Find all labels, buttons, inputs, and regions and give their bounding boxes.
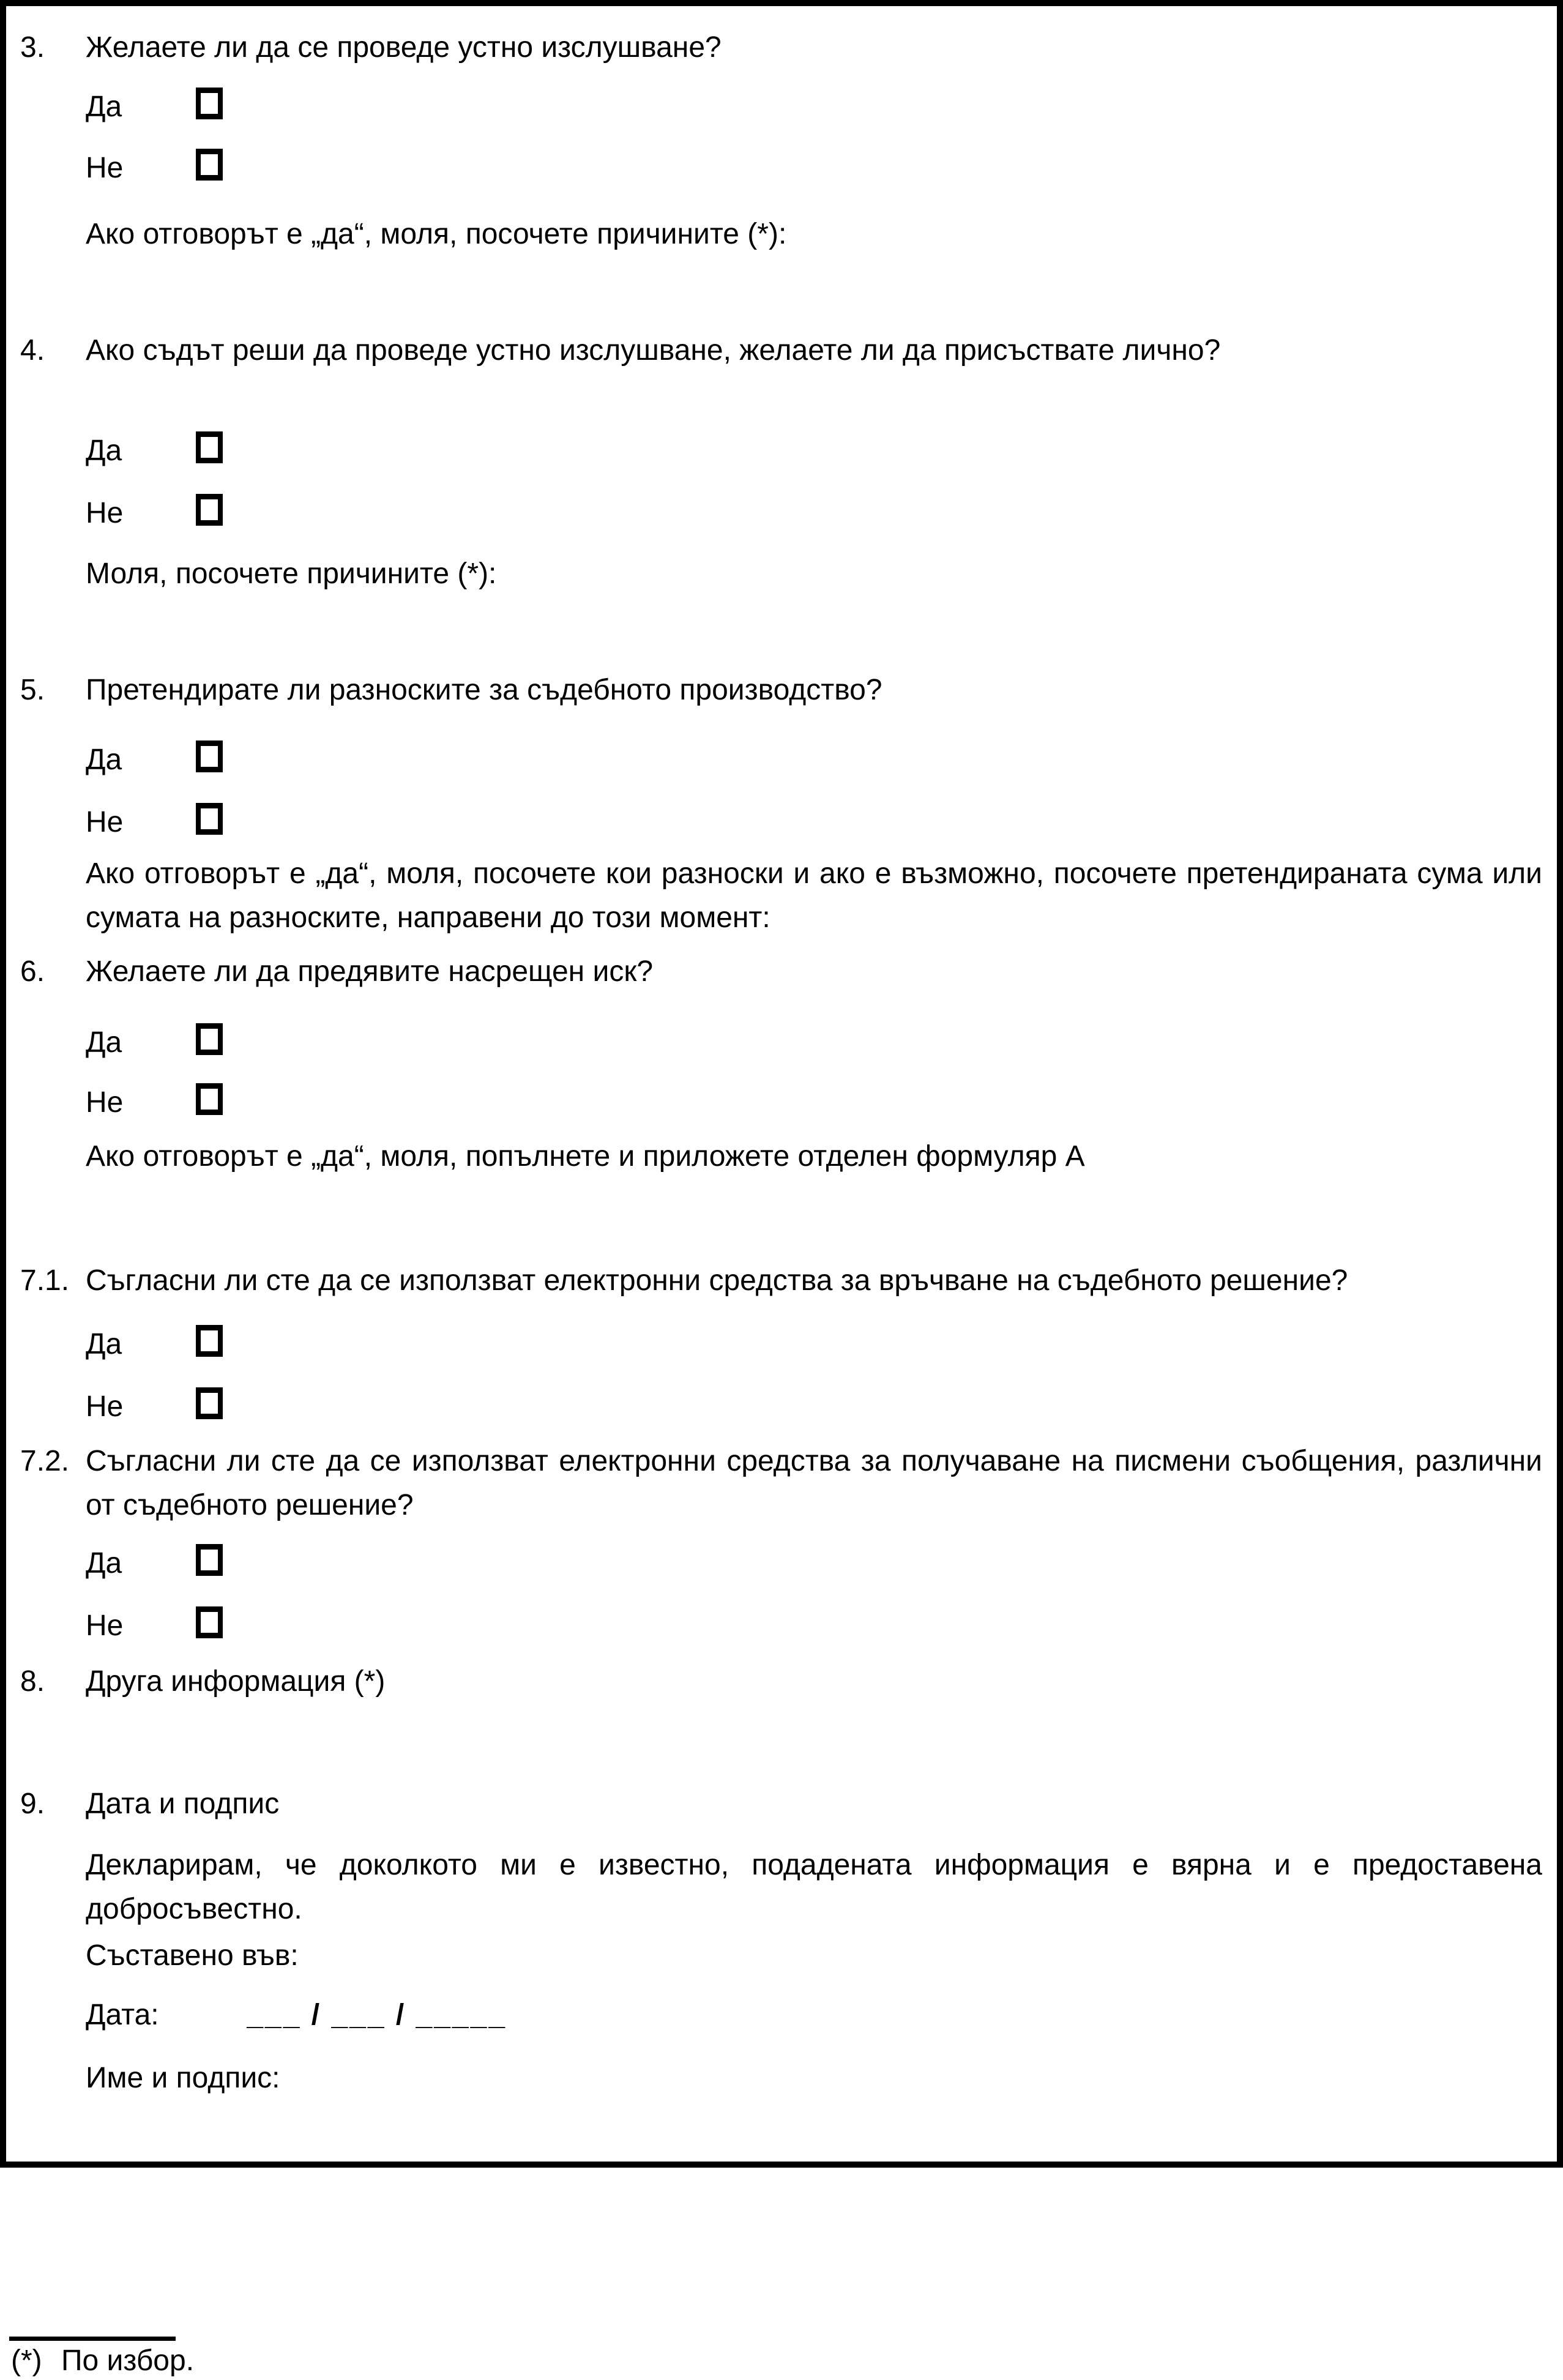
question-7-1-text: Съгласни ли сте да се използват електронни средства за връчване на съдебното решение?	[86, 1264, 1348, 1297]
yes-label: Да	[86, 1328, 122, 1360]
question-8-text: Друга информация (*)	[86, 1665, 386, 1698]
question-7-1	[20, 1264, 1542, 1298]
question-7-2-yes-row	[86, 1544, 223, 1580]
no-label: Не	[86, 806, 124, 838]
question-8-number: 8.	[20, 1665, 45, 1698]
yes-label: Да	[86, 91, 122, 123]
question-7-1-no-row	[86, 1387, 223, 1423]
yes-label: Да	[86, 744, 122, 776]
question-5-yes-checkbox[interactable]	[196, 740, 223, 772]
question-4-no-row	[86, 494, 223, 529]
no-label: Не	[86, 1086, 124, 1119]
question-5-followup: Ако отговорът е „да“, моля, посочете кои разноски и ако е възможно, посочете претендираната сума или сумата на разноските, направени до този момент:	[86, 857, 1542, 934]
question-3-number: 3.	[20, 31, 45, 64]
no-label: Не	[86, 1610, 124, 1642]
question-6	[20, 955, 1542, 989]
question-4-followup: Моля, посочете причините (*):	[86, 558, 497, 590]
question-4-no-checkbox[interactable]	[196, 494, 223, 526]
no-label: Не	[86, 497, 124, 529]
question-5-no-checkbox[interactable]	[196, 803, 223, 835]
question-6-no-checkbox[interactable]	[196, 1083, 223, 1115]
question-8	[20, 1665, 1542, 1699]
question-7-2-number: 7.2.	[20, 1445, 70, 1477]
question-4	[20, 334, 1542, 368]
date-blank-fields[interactable]: ___ / ___ / _____	[247, 1999, 507, 2031]
footnote	[11, 2347, 194, 2375]
question-6-text: Желаете ли да предявите насрещен иск?	[86, 955, 654, 988]
name-signature-label: Име и подпис:	[86, 2062, 280, 2094]
question-5-yes-row	[86, 740, 223, 776]
footnote-text: По избор.	[61, 2345, 195, 2377]
question-4-number: 4.	[20, 334, 45, 367]
question-6-no-row	[86, 1083, 223, 1119]
question-7-2-no-checkbox[interactable]	[196, 1606, 223, 1638]
question-7-1-yes-row	[86, 1325, 223, 1360]
question-4-text: Ако съдът реши да проведе устно изслушване, желаете ли да присъствате лично?	[86, 334, 1221, 367]
yes-label: Да	[86, 1026, 122, 1059]
question-4-yes-checkbox[interactable]	[196, 431, 223, 463]
question-9-title: Дата и подпис	[86, 1788, 280, 1820]
question-7-1-number: 7.1.	[20, 1264, 70, 1297]
question-3-followup: Ако отговорът е „да“, моля, посочете причините (*):	[86, 218, 787, 250]
question-3-text: Желаете ли да се проведе устно изслушване?	[86, 31, 722, 64]
question-6-followup: Ако отговорът е „да“, моля, попълнете и приложете отделен формуляр А	[86, 1140, 1085, 1173]
footnote-rule	[9, 2337, 176, 2341]
footnote-marker: (*)	[11, 2345, 42, 2377]
yes-label: Да	[86, 1547, 122, 1580]
question-9	[20, 1787, 1542, 1821]
no-label: Не	[86, 152, 124, 184]
question-3-no-row	[86, 149, 223, 184]
question-3-yes-checkbox[interactable]	[196, 88, 223, 119]
date-row	[86, 1998, 1542, 2032]
question-3-yes-row	[86, 88, 223, 123]
declaration-text: Декларирам, че доколкото ми е известно, подадената информация е вярна и е предоставена добросъвестно.	[86, 1849, 1542, 1925]
question-4-yes-row	[86, 431, 223, 467]
question-5-no-row	[86, 803, 223, 838]
question-3	[20, 31, 1542, 65]
date-label: Дата:	[86, 1999, 159, 2031]
question-6-yes-row	[86, 1023, 223, 1059]
question-5-number: 5.	[20, 674, 45, 706]
question-7-1-no-checkbox[interactable]	[196, 1387, 223, 1419]
question-7-2-yes-checkbox[interactable]	[196, 1544, 223, 1576]
question-7-1-yes-checkbox[interactable]	[196, 1325, 223, 1357]
question-7-2-no-row	[86, 1606, 223, 1642]
no-label: Не	[86, 1390, 124, 1423]
question-9-number: 9.	[20, 1788, 45, 1820]
question-5-text: Претендирате ли разноските за съдебното производство?	[86, 674, 882, 706]
question-6-number: 6.	[20, 955, 45, 988]
question-5	[20, 673, 1542, 707]
yes-label: Да	[86, 435, 122, 467]
question-3-no-checkbox[interactable]	[196, 149, 223, 181]
question-7-2-text: Съгласни ли сте да се използват електронни средства за получаване на писмени съобщения, различни от съдебното решение?	[86, 1445, 1542, 1521]
question-7-2	[20, 1439, 1542, 1528]
place-label: Съставено във:	[86, 1939, 299, 1972]
question-6-yes-checkbox[interactable]	[196, 1023, 223, 1055]
